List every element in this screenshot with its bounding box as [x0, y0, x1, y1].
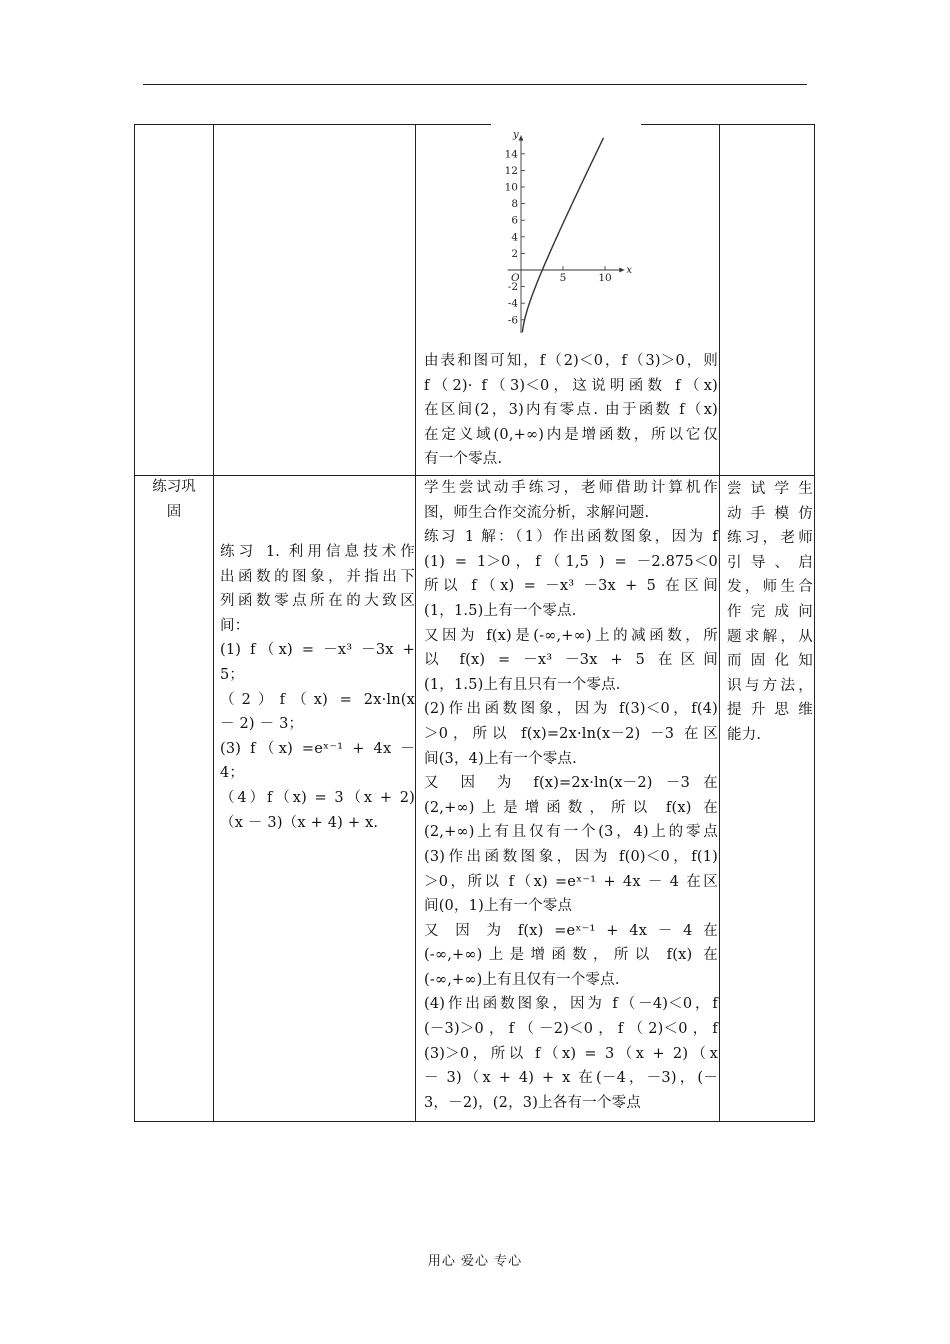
- solution-line: (1，1.5)上有且只有一个零点.: [424, 676, 621, 693]
- solution-line: (1) = 1＞0，f（1,5 ) = －2.875＜0: [424, 553, 718, 570]
- exercise-line: (3) f（x) =eˣ⁻¹ + 4x －: [220, 740, 415, 757]
- solution-line: 图，师生合作交流分析，求解问题.: [424, 504, 650, 521]
- row1-conclusion: [424, 349, 718, 472]
- intent-line: 提升思维: [727, 702, 813, 719]
- x-tick-label: 5: [559, 272, 567, 284]
- y-axis-arrow: [519, 136, 524, 141]
- intent-line: 作完成问: [727, 603, 813, 620]
- y-tick-label: 12: [504, 164, 518, 177]
- solution-line: 以 f(x) = －x³ －3x + 5 在区间: [424, 652, 718, 669]
- exercise-line: 出函数的图象，并指出下: [220, 568, 415, 585]
- row-label: [135, 475, 213, 525]
- y-tick-label: 14: [504, 148, 518, 161]
- intent-line: 而固化知: [727, 653, 813, 670]
- solution-line: (2,+∞)上是增函数，所以 f(x) 在: [424, 799, 718, 816]
- solution-line: (3)＞0，所以 f（x) = 3（x + 2)（x: [424, 1045, 718, 1062]
- origin-label: O: [511, 272, 520, 284]
- exercise-line: 5；: [220, 666, 245, 683]
- x-axis-label: x: [626, 265, 632, 276]
- lesson-table: [134, 124, 815, 1122]
- header-rule: [143, 84, 807, 85]
- column-divider: [415, 125, 416, 1121]
- intent-line: 能力.: [727, 726, 762, 743]
- solution-line: 又因为 f(x)是(-∞,+∞)上的减函数，所: [424, 627, 718, 644]
- solution-line: － 3)（x + 4) + x 在(－4，－3)，(－: [424, 1070, 718, 1087]
- y-tick-label: -6: [507, 314, 518, 327]
- solution-line: (-∞,+∞)上有且仅有一个零点.: [424, 971, 620, 988]
- y-tick-label: 6: [511, 214, 518, 227]
- x-axis-arrow: [619, 268, 624, 273]
- solution-line: (2,+∞)上有且仅有一个(3，4)上的零点: [424, 824, 718, 841]
- exercise-line: － 2) － 3；: [220, 716, 304, 733]
- teaching-intent: [727, 477, 813, 748]
- solution-line: (－3)＞0，f（－2)＜0，f（2)＜0，f: [424, 1021, 718, 1038]
- exercise-prompt: [220, 540, 415, 835]
- x-tick-label: 10: [598, 272, 612, 284]
- y-tick-label: 2: [511, 247, 518, 260]
- row-label-line: 练习巩: [152, 479, 196, 495]
- solution-line: (1，1.5)上有一个零点.: [424, 602, 577, 619]
- exercise-line: 4；: [220, 765, 245, 782]
- function-curve: [522, 138, 603, 332]
- conclusion-line: 在区间(2，3)内有零点. 由于函数 f（x): [424, 402, 718, 419]
- function-graph: [491, 123, 641, 338]
- solution-line: 练习 1 解：（1）作出函数图象，因为 f: [424, 529, 718, 546]
- solution-line: 所以 f（x) = －x³ －3x + 5 在区间: [424, 578, 718, 595]
- intent-line: 识与方法，: [727, 677, 813, 694]
- solution-line: ＞0，所以 f（x) =eˣ⁻¹ + 4x － 4 在区: [424, 873, 718, 890]
- solution-line: (3)作出函数图象，因为 f(0)＜0，f(1): [424, 848, 718, 865]
- solution-text: [424, 476, 718, 1115]
- column-divider: [719, 125, 720, 1121]
- exercise-line: （4）f（x) = 3（x + 2): [220, 789, 415, 806]
- exercise-line: （2）f（x) = 2x·ln(x: [220, 691, 415, 708]
- page-footer: 用心 爱心 专心: [427, 1254, 523, 1269]
- y-axis-label: y: [513, 129, 519, 141]
- exercise-line: （x － 3)（x + 4) + x.: [220, 814, 379, 831]
- solution-line: 间(3，4)上有一个零点.: [424, 750, 577, 767]
- column-divider: [213, 125, 214, 1121]
- solution-line: 又 因 为 f(x)=2x·ln(x－2) －3 在: [424, 775, 718, 792]
- y-tick-label: 10: [504, 181, 518, 194]
- y-tick-label: -2: [507, 281, 518, 294]
- intent-line: 发，师生合: [727, 579, 813, 596]
- solution-line: 3，－2)，(2，3)上各有一个零点: [424, 1094, 641, 1111]
- solution-line: 又 因 为 f(x) =eˣ⁻¹ + 4x － 4 在: [424, 922, 718, 939]
- solution-line: ＞0，所以 f(x)=2x·ln(x－2) －3 在区: [424, 725, 718, 742]
- intent-line: 练习，老师: [727, 530, 813, 547]
- solution-line: 间(0，1)上有一个零点: [424, 898, 573, 915]
- exercise-line: (1) f（x) = －x³ －3x +: [220, 642, 415, 659]
- intent-line: 动手模仿: [727, 505, 813, 522]
- row-label-line: 固: [166, 504, 182, 520]
- y-tick-label: -4: [507, 297, 518, 310]
- solution-line: (2)作出函数图象，因为 f(3)＜0，f(4): [424, 701, 718, 718]
- exercise-line: 练习 1. 利用信息技术作: [220, 544, 415, 560]
- conclusion-line: f（2)· f（3)＜0，这说明函数 f（x): [424, 377, 718, 394]
- conclusion-line: 由表和图可知，f（2)＜0，f（3)＞0，则: [424, 353, 718, 369]
- intent-line: 尝试学生: [727, 481, 813, 497]
- graph-svg: [491, 123, 641, 338]
- solution-line: (4)作出函数图象，因为 f（－4)＜0，f: [424, 996, 718, 1013]
- intent-line: 引导、启: [727, 554, 813, 571]
- exercise-line: 列函数零点所在的大致区: [220, 593, 415, 610]
- y-tick-label: 8: [511, 198, 518, 211]
- exercise-line: 间：: [220, 617, 250, 634]
- intent-line: 题求解，从: [727, 628, 813, 645]
- y-tick-label: 4: [511, 231, 518, 244]
- solution-line: 学生尝试动手练习，老师借助计算机作: [424, 480, 718, 496]
- conclusion-line: 有一个零点.: [424, 451, 503, 468]
- solution-line: (-∞,+∞)上是增函数，所以 f(x) 在: [424, 947, 718, 964]
- conclusion-line: 在定义域(0,+∞)内是增函数，所以它仅: [424, 426, 718, 443]
